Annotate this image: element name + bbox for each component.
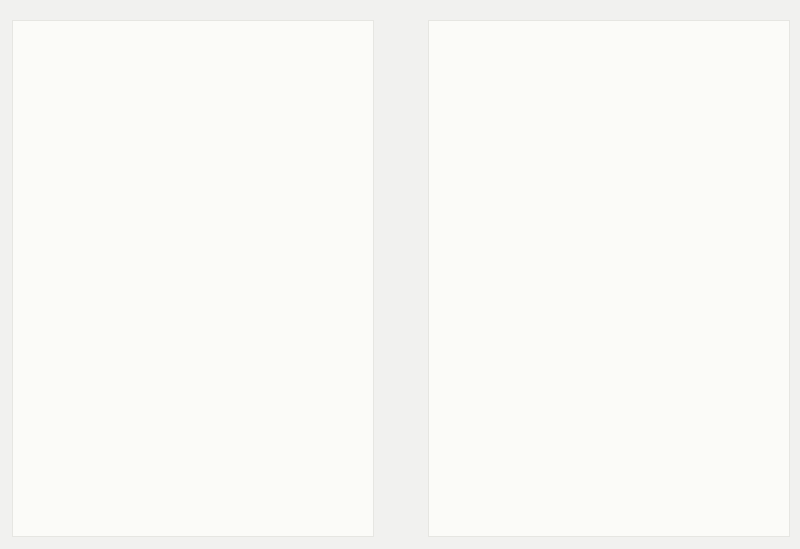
left-page	[12, 20, 374, 537]
right-page	[428, 20, 790, 537]
